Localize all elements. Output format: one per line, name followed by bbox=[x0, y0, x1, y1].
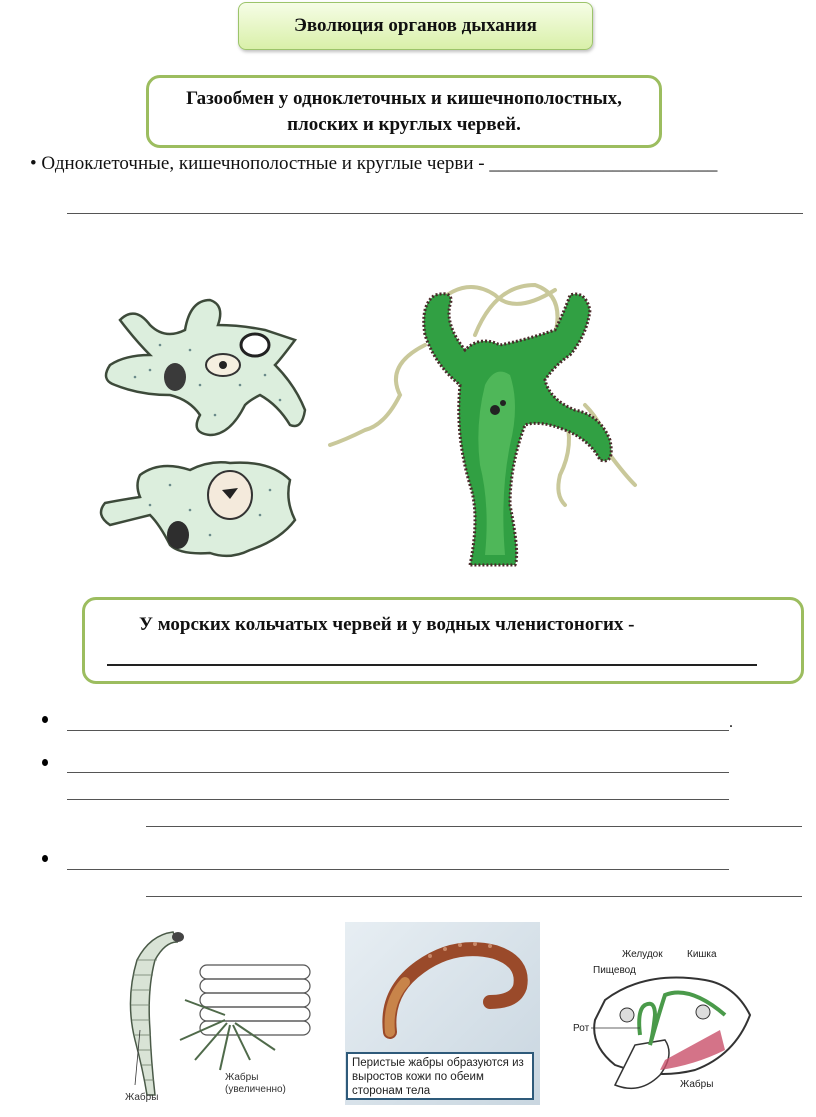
mollusk-anatomy-diagram bbox=[565, 935, 765, 1105]
label-mouth: Рот bbox=[573, 1023, 590, 1034]
hydra-illustration bbox=[325, 265, 645, 585]
bullet-marker bbox=[42, 759, 48, 766]
annelid-gills-diagram bbox=[95, 920, 325, 1110]
answer-line[interactable] bbox=[67, 213, 803, 214]
label-gills: Жабры bbox=[125, 1092, 159, 1103]
page-title-box bbox=[238, 2, 593, 50]
answer-line[interactable] bbox=[67, 869, 729, 870]
bullet-marker bbox=[42, 855, 48, 862]
answer-line[interactable] bbox=[146, 826, 802, 827]
section1-heading-line1: Газообмен у одноклеточных и кишечнополостных, bbox=[186, 87, 622, 109]
label-gills: Жабры bbox=[680, 1079, 714, 1090]
label-gills-zoomed-2: (увеличенно) bbox=[225, 1084, 286, 1095]
answer-line[interactable] bbox=[146, 896, 802, 897]
section2-heading-box bbox=[82, 597, 804, 684]
label-gills-zoomed-1: Жабры bbox=[225, 1072, 259, 1083]
bullet-marker bbox=[42, 716, 48, 723]
section1-heading-line2: плоских и круглых червей. bbox=[287, 113, 521, 135]
section1-bullet-text: • Одноклеточные, кишечнополостные и круглые черви - ________________________ bbox=[30, 153, 718, 174]
section2-heading: У морских кольчатых червей и у водных членистоногих - bbox=[139, 614, 635, 635]
label-intestine: Кишка bbox=[687, 949, 717, 960]
nereis-worm-image bbox=[345, 922, 540, 1052]
answer-line[interactable] bbox=[67, 799, 729, 800]
section1-heading-box bbox=[146, 75, 662, 148]
label-esophagus: Пищевод bbox=[593, 965, 636, 976]
answer-line[interactable] bbox=[67, 730, 729, 731]
answer-line[interactable] bbox=[107, 664, 757, 666]
amoeba-illustration bbox=[90, 285, 330, 585]
nereis-caption: Перистые жабры образуются из выростов кожи по обеим сторонам тела bbox=[346, 1052, 534, 1100]
bullet-trailing-period: . bbox=[729, 714, 733, 731]
page-title: Эволюция органов дыхания bbox=[294, 15, 537, 36]
label-stomach: Желудок bbox=[622, 949, 663, 960]
answer-line[interactable] bbox=[67, 772, 729, 773]
